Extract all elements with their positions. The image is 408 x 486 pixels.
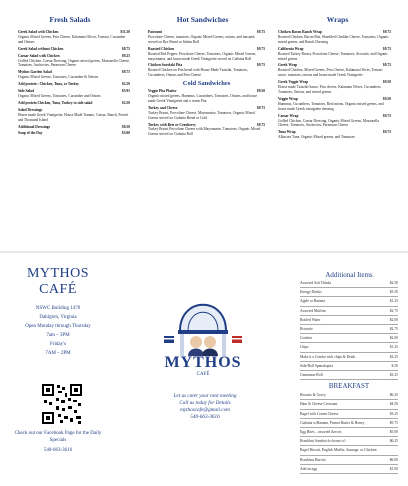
menu-item	[18, 131, 130, 136]
menu-item-description: Turkey Breast, Provolone Cheese, Mayonnaise, Tomatoes, Organic Mixed Greens served on Ciabatta Bread or Cold	[148, 110, 255, 120]
wraps-list	[278, 28, 391, 140]
additional-item-price: $3.25	[389, 373, 398, 378]
menu-item-description: Organic Mixed Greens, Feta Cheese, Kalamata Olives, Tomato, Cucumber and Onions	[18, 34, 126, 44]
hot-sandwiches-list	[148, 28, 265, 137]
menu-item	[18, 70, 130, 80]
menu-item-price: $5.00	[121, 131, 130, 136]
additional-item	[300, 297, 398, 306]
menu-item-name: Roasted Chicken	[148, 46, 175, 51]
additional-item-name: Cookies	[300, 336, 313, 341]
menu-item-price: $9.50	[256, 89, 265, 94]
info-line: NSWC Building 1470	[35, 306, 81, 311]
menu-item-description: Albacore Tuna, Organic Mixed greens, and Tomatoes	[278, 135, 355, 140]
menu-item	[278, 47, 391, 62]
additional-item-name: Apple or Banana	[300, 299, 325, 304]
info-line: Dahlgren, Virginia	[39, 315, 77, 320]
menu-item-description: Turkey Breast Provolone Cheese with Mayonnaise, Tomatoes, Organic Mixed Greens served on Ciabatta Roll	[148, 127, 261, 137]
additional-item-name: Cinnamon Roll	[300, 373, 323, 378]
menu-item-description: Grilled Chicken, Caesar Dressing, Organic Mixed Greens, Mozzarella Cheese, Tomatoes, Anchovies, Parmesan Cheese	[278, 118, 379, 128]
menu-item-price: $11.50	[120, 30, 130, 34]
additional-items-header: Additional Items	[325, 271, 373, 279]
additional-items	[300, 271, 398, 474]
additional-item	[300, 371, 398, 380]
menu-item-price: $2.50	[121, 82, 130, 87]
menu-item-price: $9.75	[382, 130, 391, 135]
additional-item	[300, 465, 398, 474]
menu-item	[148, 89, 265, 104]
info-line: Open Monday through Thursday	[25, 324, 91, 329]
menu-item-name: Pastrami	[148, 30, 162, 34]
info-line: Friday's	[50, 342, 66, 347]
menu-item-name: Chicken Souvlaki Pita	[148, 63, 183, 68]
cafe-phone: 540-663-3616	[43, 448, 73, 453]
menu-item	[18, 108, 130, 123]
additional-item	[300, 316, 398, 325]
menu-item-name: Additional Dressings	[18, 124, 50, 129]
additional-item-name: Breakfast Burrito	[300, 457, 326, 462]
additional-item-price: $5.75	[389, 420, 398, 425]
additional-item	[300, 419, 398, 428]
menu-item	[18, 47, 130, 52]
additional-item-name: Bagel with Cream Cheese	[300, 411, 339, 416]
menu-item-name: Add protein : Chicken, Tuna, or Turkey	[18, 82, 79, 87]
menu-item-name: Greek Wrap	[278, 63, 298, 68]
menu-item	[278, 97, 391, 112]
additional-item-name: Bagel Biscuit, English Muffin. Sausage, or Chicken	[300, 448, 377, 453]
menu-item-row	[18, 131, 130, 136]
menu-item-description: Organic mixed greens, Hummus, Cucumbers, Tomatoes, Onions, and house made Greek Vinaigrette and a warm Pita	[148, 93, 257, 103]
additional-item-name: Assorted Soft Drinks	[300, 281, 332, 285]
menu-item-name: Chicken Bacon Ranch Wrap	[278, 30, 322, 34]
additional-item	[300, 325, 398, 334]
additional-item-price: $3.50	[389, 290, 398, 295]
menu-item-description: Roasted Chicken on Pita bread with House Made Tzatziki, Tomatoes, Cucumbers, Onions and Feta Cheese	[148, 68, 248, 78]
additional-item-price: $4.50	[389, 402, 398, 407]
cafe-info	[8, 266, 108, 358]
additional-item-price: $3.25	[389, 411, 398, 416]
hot-sandwiches-header: Hot Sandwiches	[176, 15, 229, 24]
menu-item-name: Side Salad	[18, 89, 35, 94]
additional-item	[300, 437, 398, 446]
additional-item-name: Energy Drinks	[300, 290, 322, 295]
menu-item-description: Grilled Chicken, Caesar Dressing, Organic mixed greens, Mozzarella Cheese, Tomatoes, Anchovies, Parmesan Cheese	[18, 58, 130, 68]
additional-item	[300, 343, 398, 352]
menu-item-name: Salad Dressings	[18, 107, 43, 112]
additional-item	[300, 446, 398, 455]
additional-item-name: Ciabatta w/Banana, Peanut Butter & Honey	[300, 420, 365, 425]
additional-item-price: $1.00	[389, 466, 398, 471]
fold-divider	[0, 251, 408, 253]
catering-line: Let us cater your next meeting	[173, 393, 237, 399]
catering-line[interactable]: mythoscafe@gmail.com	[180, 407, 230, 413]
logo-sub: CAFÉ	[196, 372, 210, 377]
breakfast-header: BREAKFAST	[328, 382, 370, 391]
menu-item-name: Add protein Chicken, Tuna, Turkey to side salad	[18, 100, 93, 105]
additional-item-name: Egg Bites – assorted flavors	[300, 430, 342, 435]
menu-item-name: Turkey with Brie or Cranberry	[148, 122, 196, 127]
menu-item-row	[18, 82, 130, 87]
fresh-salads-list	[18, 28, 130, 136]
catering-line: 540-663-3616	[190, 414, 220, 420]
additional-item-price: $2.75	[389, 308, 398, 313]
additional-item-price: $1.25	[389, 345, 398, 350]
cafe-title: MYTHOS CAFÉ	[26, 266, 90, 297]
menu-item-name: Caesar Wrap	[278, 113, 299, 118]
additional-item-price: $.50	[391, 363, 398, 368]
additional-item-name: Make it a Combo with chips & Drink	[300, 354, 356, 359]
menu-item-description: Organic Mixed Greens, Tomatoes, Cucumber & Onions	[18, 75, 99, 80]
menu-item-name: Mythos Garden Salad	[18, 70, 52, 75]
facebook-note	[8, 430, 108, 454]
additional-item-price: $2.00	[389, 317, 398, 322]
menu-item	[278, 63, 391, 78]
info-line: 7AM – 2PM	[45, 351, 71, 356]
wraps-header: Wraps	[326, 15, 349, 24]
additional-item	[300, 428, 398, 437]
menu-item-description: House made Tzatziki Sauce, Feta cheese, Kalamata Olives, Cucumbers, Tomatoes, Onions, and mixed greens	[278, 85, 382, 94]
menu-item-row	[18, 101, 130, 106]
facebook-text: Check out our Facebook Page for the Daily Specials	[14, 431, 102, 443]
menu-item	[18, 54, 130, 69]
additional-item-name: Add an egg	[300, 466, 317, 471]
additional-item	[300, 400, 398, 409]
menu-item	[148, 47, 265, 62]
menu-item-name: Veggie Wrap	[278, 96, 298, 101]
mythos-cafe-logo	[158, 286, 248, 382]
additional-item	[300, 410, 398, 419]
additional-item-name: Assorted Muffins	[300, 308, 326, 313]
menu-item-name: Caesar Salad with Chicken	[18, 53, 60, 58]
additional-item	[300, 391, 398, 400]
additional-item-price: $6.00	[389, 457, 398, 462]
menu-item-description: Organic Mixed Greens, Tomatoes, Cucumber and Onions	[18, 93, 101, 98]
menu-item-name: Turkey and Cheese	[148, 105, 178, 110]
breakfast-list	[300, 391, 398, 474]
additional-item-price: $2.75	[389, 327, 398, 332]
additional-item	[300, 456, 398, 465]
menu-item-name: Tuna Wrap	[278, 130, 296, 135]
additional-item-name: Side/Roll Spanakopita	[300, 363, 334, 368]
menu-item-name: Greek Salad without Chicken	[18, 46, 64, 51]
additional-item-name: Brownie	[300, 327, 313, 332]
menu-item-price: $9.25	[121, 53, 130, 58]
menu-item-price: $9.75	[382, 63, 391, 68]
menu-item-price: $9.75	[256, 46, 265, 51]
menu-item-price: $9.75	[256, 105, 265, 110]
cold-sandwiches-header: Cold Sandwiches	[182, 80, 231, 88]
additional-item	[300, 362, 398, 371]
menu-item-description: Roasted Turkey Breast, Provolone Cheese, Tomatoes, Avocado, and Organic mixed greens	[278, 51, 388, 61]
additional-item-price: $6.25	[389, 439, 398, 444]
additional-item	[300, 307, 398, 316]
additional-item-price: $1.25	[389, 299, 398, 304]
menu-item-description: Roasted Chicken, Mixed Greens, Feta Cheese, Kalamata Olives, Tomato sauce, tomatoes, onions and house made Greek Vinaigrette	[278, 68, 383, 78]
menu-item	[148, 63, 265, 78]
additional-item-price: $2.50	[389, 281, 398, 285]
menu-item	[278, 80, 391, 95]
additional-item	[300, 279, 398, 288]
menu-item	[278, 130, 391, 140]
logo-wordmark: MYTHOS	[164, 354, 242, 371]
fresh-salads-header: Fresh Salads	[49, 15, 91, 24]
additional-item-price: $6.25	[389, 393, 398, 398]
additional-item-price: $2.00	[389, 336, 398, 341]
menu-item-name: Soup of the Day	[18, 131, 43, 136]
additional-items-list	[300, 279, 398, 380]
additional-item	[300, 353, 398, 362]
menu-item-price: $2.50	[121, 100, 130, 105]
cafe-hours	[8, 304, 108, 358]
catering-info	[150, 393, 260, 421]
menu-item-name: California Wrap	[278, 46, 304, 51]
menu-item-price: $9.75	[382, 46, 391, 51]
menu-item	[278, 114, 391, 129]
catering-line: Call us today for Details	[179, 400, 231, 406]
menu-item	[18, 89, 130, 99]
menu-item-price: $9.75	[256, 122, 265, 127]
additional-item-name: Chips	[300, 345, 309, 350]
menu-item-price: $5.95	[121, 89, 130, 94]
info-line: 7am – 3PM	[46, 333, 70, 338]
additional-item-name: Ham & Cheese Croissant	[300, 402, 338, 407]
menu-item	[18, 82, 130, 87]
menu-item	[18, 125, 130, 130]
menu-item-description: Roasted Red Pepper, Provolone Cheese, Tomatoes, Organic Mixed Greens, mayonnaise, and house made Greek Vinaigrette served on Ciabatta Roll	[148, 51, 257, 61]
additional-item-price: $5.00	[389, 430, 398, 435]
menu-item-price: $9.75	[256, 63, 265, 68]
menu-item	[18, 30, 130, 45]
menu-item-row	[18, 125, 130, 130]
qr-code-icon[interactable]	[40, 382, 84, 426]
menu-item-price: $9.75	[121, 70, 130, 75]
menu-item-price: $9.50	[382, 80, 391, 85]
menu-item-price: $9.75	[256, 30, 265, 34]
menu-item-price: $0.50	[121, 124, 130, 129]
menu-item-price: $9.75	[382, 30, 391, 34]
additional-item-name: Breakfast Sandwich choose of :	[300, 439, 347, 444]
menu-item-name: Veggie Pita Platter	[148, 89, 177, 94]
menu-item-description: Hummus, Cucumbers, Tomatoes, Red onions, Organic mixed greens, and house made Greek vinaigrette dressing	[278, 101, 384, 111]
menu-item-description: House made Greek Vinaigrette, House Made Tomato, Caesar, Ranch, French and Thousand Island	[18, 112, 129, 122]
menu-item-description: Roasted Chicken, Bacon Bits, Shredded Cheddar Cheese, Tomatoes, Organic mixed greens, and Ranch Dressing	[278, 34, 389, 44]
additional-item-name: Bottled Water	[300, 317, 321, 322]
menu-item	[148, 123, 265, 138]
menu-item	[18, 101, 130, 106]
menu-item	[148, 30, 265, 45]
menu-item-name: Greek Salad with Chicken	[18, 30, 59, 34]
menu-item	[148, 106, 265, 121]
additional-item	[300, 288, 398, 297]
menu-item	[278, 30, 391, 45]
menu-item-description: Provolone Cheese, tomatoes, Organic Mixed Greens, onions, and mustard, served on Rye Bread or Italian Roll	[148, 34, 256, 44]
additional-item	[300, 334, 398, 343]
menu-item-price: $8.75	[121, 46, 130, 51]
menu-item-name: Greek Veggie Wrap	[278, 80, 309, 85]
menu-item-price: $9.75	[382, 113, 391, 118]
additional-item-name: Biscuits & Gravy	[300, 393, 326, 398]
menu-item-row	[18, 47, 130, 52]
menu-item-price: $9.50	[382, 96, 391, 101]
additional-item-price: $3.25	[389, 354, 398, 359]
